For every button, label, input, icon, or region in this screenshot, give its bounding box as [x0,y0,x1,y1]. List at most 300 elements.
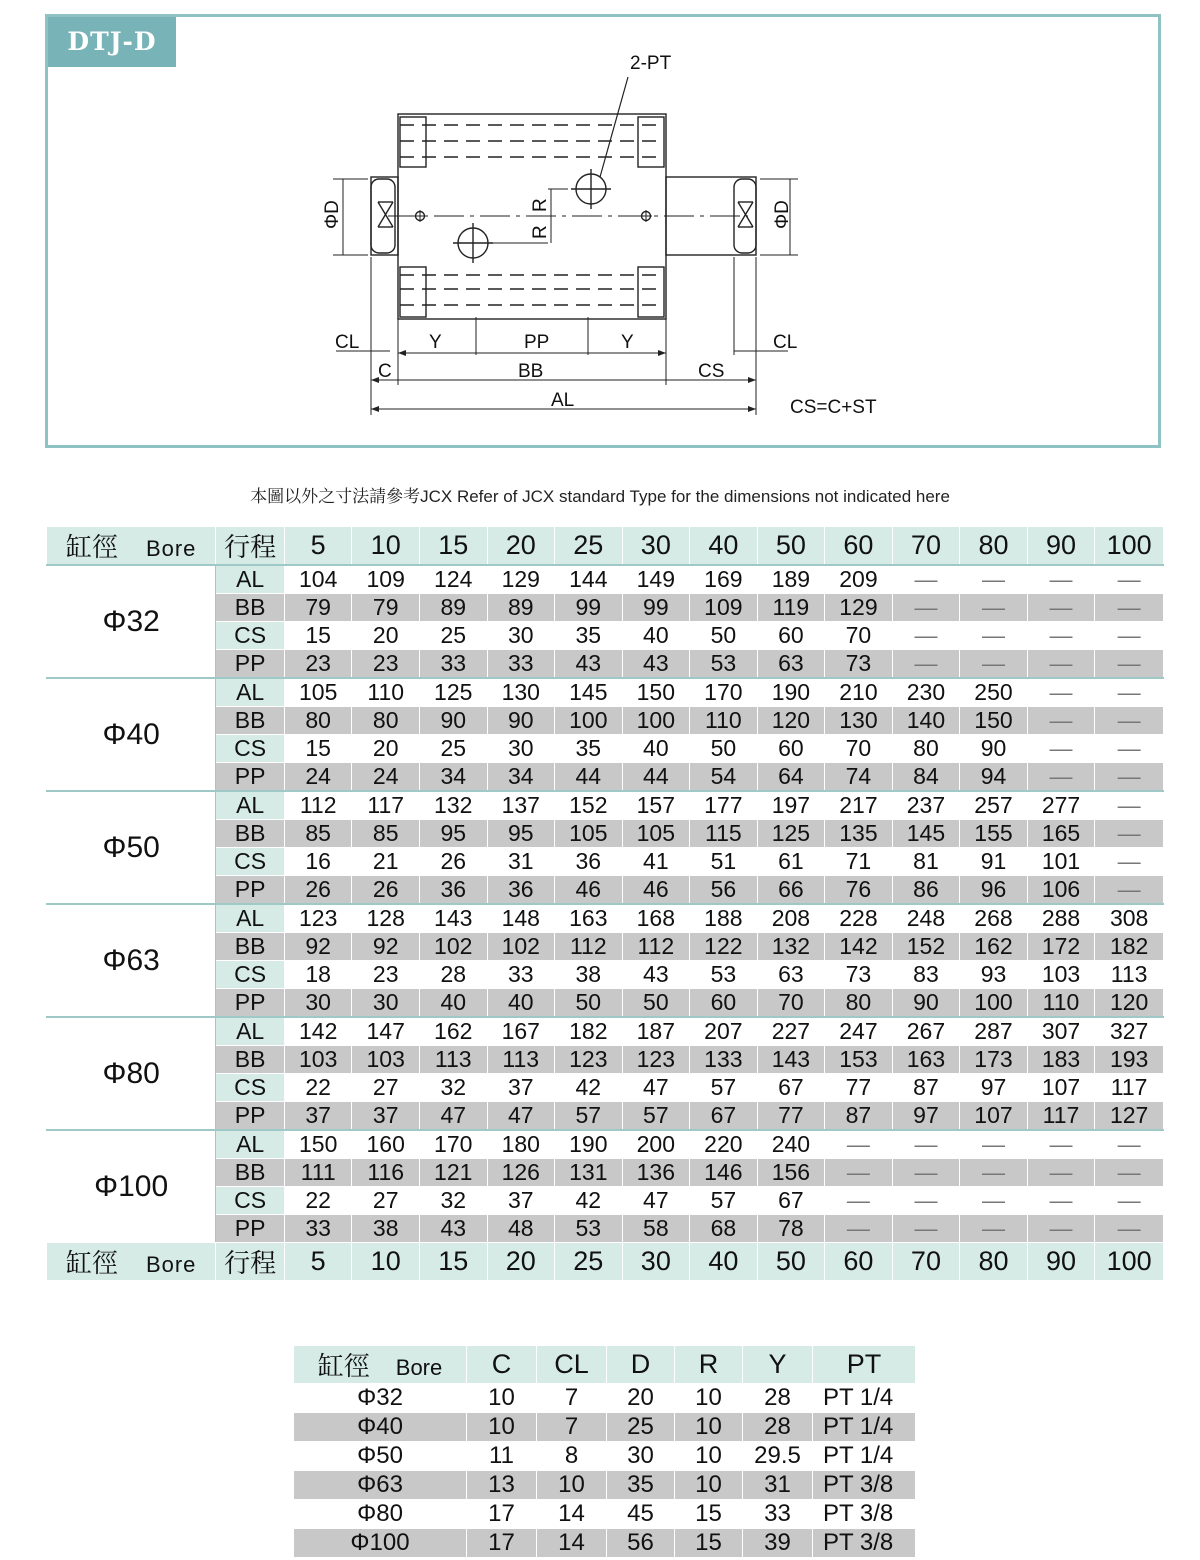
label-2-pt: 2-PT [630,53,672,74]
label-al: AL [551,390,575,411]
value-cell: 116 [352,1159,420,1187]
value-cell: 47 [487,1102,555,1131]
label-cl-right: CL [773,332,798,353]
value-cell: 53 [690,650,758,679]
label-d-right: ΦD [772,200,793,229]
value-cell: 137 [487,791,555,820]
value-cell: — [1095,1187,1164,1215]
value-cell: — [892,1215,960,1243]
value-cell: 148 [487,904,555,933]
label-r-1: R [530,198,551,212]
value-cell: 257 [960,791,1028,820]
value-cell: 136 [622,1159,690,1187]
param-cell: CS [216,1187,285,1215]
value-cell: 237 [892,791,960,820]
stroke-column-header: 100 [1095,1243,1164,1281]
value-cell: 31 [487,848,555,876]
value-cell: 25 [607,1413,675,1442]
value-cell: 122 [690,933,758,961]
label-y-right: Y [621,332,634,353]
value-cell: — [960,622,1028,650]
value-cell: 70 [825,735,893,763]
stroke-column-header: 50 [757,527,825,566]
value-cell: 39 [743,1529,813,1558]
value-cell: — [892,622,960,650]
value-cell: 64 [757,763,825,792]
bore-header-zh: 缸徑 [65,532,118,562]
value-cell: 167 [487,1017,555,1046]
value-cell: 33 [419,650,487,679]
value-cell: 76 [825,876,893,905]
value-cell: — [1095,1159,1164,1187]
value-cell: — [1027,1187,1095,1215]
value-cell: 84 [892,763,960,792]
value-cell: 61 [757,848,825,876]
value-cell: 63 [757,650,825,679]
value-cell: 47 [622,1187,690,1215]
value-cell: 20 [607,1384,675,1413]
value-cell: 60 [690,989,758,1018]
value-cell: 92 [284,933,352,961]
value-cell: 57 [690,1187,758,1215]
value-cell: 109 [352,565,420,594]
stroke-column-header: 40 [690,527,758,566]
value-cell: — [892,594,960,622]
param-cell: PP [216,876,285,905]
value-cell: 153 [825,1046,893,1074]
bore-cell: Φ63 [47,904,216,1017]
value-cell: 146 [690,1159,758,1187]
value-cell: 97 [892,1102,960,1131]
value-cell: 79 [284,594,352,622]
value-cell: 10 [675,1413,743,1442]
value-cell: 10 [537,1471,607,1500]
value-cell: 77 [757,1102,825,1131]
value-cell: 182 [1095,933,1164,961]
value-cell: 128 [352,904,420,933]
stroke-column-header: 15 [419,1243,487,1281]
value-cell: — [1095,791,1164,820]
value-cell: 102 [419,933,487,961]
value-cell: 103 [352,1046,420,1074]
value-cell: PT 1/4 [813,1442,916,1471]
value-cell: 97 [960,1074,1028,1102]
value-cell: — [1095,820,1164,848]
value-cell: 80 [825,989,893,1018]
value-cell: 155 [960,820,1028,848]
value-cell: 207 [690,1017,758,1046]
value-cell: 67 [690,1102,758,1131]
value-cell: 130 [487,678,555,707]
value-cell: 162 [960,933,1028,961]
param-cell: CS [216,735,285,763]
label-formula: CS=C+ST [790,397,877,418]
value-cell: 35 [555,735,623,763]
value-cell: 89 [487,594,555,622]
column-header: PT [813,1346,916,1384]
value-cell: — [960,1187,1028,1215]
value-cell: 37 [487,1074,555,1102]
value-cell: 152 [555,791,623,820]
value-cell: 37 [284,1102,352,1131]
value-cell: 28 [419,961,487,989]
value-cell: 113 [419,1046,487,1074]
value-cell: 123 [284,904,352,933]
value-cell: 190 [757,678,825,707]
value-cell: 40 [419,989,487,1018]
value-cell: 123 [622,1046,690,1074]
value-cell: 13 [467,1471,537,1500]
bore-header-en: Bore [145,1252,197,1277]
value-cell: 46 [555,876,623,905]
label-cs: CS [698,361,725,382]
value-cell: 182 [555,1017,623,1046]
stroke-column-header: 30 [622,527,690,566]
value-cell: — [1027,1130,1095,1159]
value-cell: 125 [757,820,825,848]
stroke-column-header: 60 [825,527,893,566]
bore-dimension-table [293,1345,916,1558]
value-cell: — [1095,735,1164,763]
table-row [47,1130,1164,1159]
value-cell: — [892,1159,960,1187]
value-cell: 99 [622,594,690,622]
value-cell: 23 [352,961,420,989]
value-cell: 91 [960,848,1028,876]
value-cell: 47 [622,1074,690,1102]
value-cell: 228 [825,904,893,933]
value-cell: 100 [555,707,623,735]
value-cell: 50 [690,622,758,650]
value-cell: — [960,565,1028,594]
value-cell: 169 [690,565,758,594]
value-cell: 70 [825,622,893,650]
value-cell: 100 [960,989,1028,1018]
param-cell: BB [216,594,285,622]
value-cell: 103 [284,1046,352,1074]
value-cell: 32 [419,1074,487,1102]
stroke-column-header: 70 [892,527,960,566]
value-cell: 105 [555,820,623,848]
value-cell: 107 [960,1102,1028,1131]
value-cell: 36 [419,876,487,905]
table-footer-row [47,1243,1164,1281]
small-table-header-row [294,1346,916,1384]
value-cell: 106 [1027,876,1095,905]
value-cell: 71 [825,848,893,876]
value-cell: 188 [690,904,758,933]
value-cell: 48 [487,1215,555,1243]
value-cell: 157 [622,791,690,820]
stroke-column-header: 80 [960,527,1028,566]
param-cell: AL [216,904,285,933]
value-cell: 92 [352,933,420,961]
value-cell: — [1027,622,1095,650]
value-cell: 89 [419,594,487,622]
stroke-column-header: 25 [555,527,623,566]
stroke-header: 行程 [216,527,285,566]
value-cell: 103 [1027,961,1095,989]
label-pp: PP [524,332,550,353]
value-cell: 227 [757,1017,825,1046]
value-cell: 28 [743,1384,813,1413]
value-cell: PT 3/8 [813,1529,916,1558]
value-cell: 129 [487,565,555,594]
value-cell: 30 [607,1442,675,1471]
value-cell: — [1095,848,1164,876]
value-cell: 102 [487,933,555,961]
value-cell: 90 [892,989,960,1018]
bore-cell: Φ50 [47,791,216,904]
value-cell: 160 [352,1130,420,1159]
value-cell: 170 [690,678,758,707]
value-cell: 145 [555,678,623,707]
value-cell: 209 [825,565,893,594]
stroke-column-header: 80 [960,1243,1028,1281]
value-cell: 23 [352,650,420,679]
value-cell: 57 [555,1102,623,1131]
value-cell: — [960,1159,1028,1187]
value-cell: 31 [743,1471,813,1500]
value-cell: 85 [352,820,420,848]
value-cell: 32 [419,1187,487,1215]
column-header: CL [537,1346,607,1384]
label-cl-left: CL [335,332,360,353]
value-cell: — [892,1130,960,1159]
value-cell: 177 [690,791,758,820]
table-row [47,791,1164,820]
stroke-column-header: 20 [487,1243,555,1281]
value-cell: 33 [487,961,555,989]
value-cell: 50 [622,989,690,1018]
value-cell: — [1095,650,1164,679]
value-cell: — [825,1159,893,1187]
value-cell: 152 [892,933,960,961]
value-cell: 133 [690,1046,758,1074]
value-cell: 277 [1027,791,1095,820]
stroke-column-header: 100 [1095,527,1164,566]
bore-header [294,1346,467,1384]
port-upper [571,169,611,209]
value-cell: 10 [467,1384,537,1413]
value-cell: 99 [555,594,623,622]
value-cell: 33 [284,1215,352,1243]
value-cell: 248 [892,904,960,933]
value-cell: — [1095,876,1164,905]
value-cell: 100 [622,707,690,735]
note-chinese: 本圖以外之寸法請參考JCX [250,487,453,506]
value-cell: 197 [757,791,825,820]
value-cell: 20 [352,622,420,650]
value-cell: 121 [419,1159,487,1187]
value-cell: 150 [284,1130,352,1159]
value-cell: 119 [757,594,825,622]
value-cell: 113 [487,1046,555,1074]
value-cell: 131 [555,1159,623,1187]
value-cell: 143 [757,1046,825,1074]
value-cell: 29.5 [743,1442,813,1471]
value-cell: — [1027,594,1095,622]
value-cell: 117 [352,791,420,820]
value-cell: — [825,1215,893,1243]
stroke-column-header: 60 [825,1243,893,1281]
value-cell: 163 [892,1046,960,1074]
value-cell: 217 [825,791,893,820]
value-cell: 220 [690,1130,758,1159]
table-row [47,904,1164,933]
value-cell: 25 [419,735,487,763]
value-cell: — [1027,1159,1095,1187]
stroke-column-header: 15 [419,527,487,566]
value-cell: 53 [690,961,758,989]
value-cell: PT 3/8 [813,1500,916,1529]
value-cell: — [1027,707,1095,735]
stroke-header: 行程 [216,1243,285,1281]
param-cell: AL [216,678,285,707]
value-cell: 44 [555,763,623,792]
bore-header-zh: 缸徑 [317,1351,370,1381]
stroke-column-header: 25 [555,1243,623,1281]
value-cell: 42 [555,1187,623,1215]
value-cell: 308 [1095,904,1164,933]
value-cell: 27 [352,1187,420,1215]
value-cell: 189 [757,565,825,594]
value-cell: 67 [757,1187,825,1215]
value-cell: 40 [487,989,555,1018]
stroke-column-header: 70 [892,1243,960,1281]
value-cell: 162 [419,1017,487,1046]
stroke-column-header: 30 [622,1243,690,1281]
value-cell: 163 [555,904,623,933]
bore-cell: Φ32 [47,565,216,678]
value-cell: 287 [960,1017,1028,1046]
table-row [294,1413,916,1442]
value-cell: 10 [467,1413,537,1442]
value-cell: 7 [537,1384,607,1413]
value-cell: 7 [537,1413,607,1442]
bore-cell: Φ40 [294,1413,467,1442]
value-cell: 144 [555,565,623,594]
value-cell: 73 [825,650,893,679]
value-cell: 54 [690,763,758,792]
value-cell: 60 [757,622,825,650]
value-cell: 110 [352,678,420,707]
param-cell: PP [216,650,285,679]
value-cell: 77 [825,1074,893,1102]
value-cell: 43 [419,1215,487,1243]
value-cell: 173 [960,1046,1028,1074]
table-header-row [47,527,1164,566]
value-cell: 28 [743,1413,813,1442]
value-cell: 33 [487,650,555,679]
value-cell: 40 [622,735,690,763]
value-cell: — [892,650,960,679]
value-cell: — [1027,735,1095,763]
column-header: C [467,1346,537,1384]
stroke-column-header: 90 [1027,527,1095,566]
value-cell: 79 [352,594,420,622]
value-cell: 142 [825,933,893,961]
table-row [294,1500,916,1529]
value-cell: — [1095,622,1164,650]
value-cell: 15 [675,1500,743,1529]
value-cell: 110 [1027,989,1095,1018]
value-cell: 83 [892,961,960,989]
value-cell: 18 [284,961,352,989]
right-wrench-flat [738,202,753,227]
value-cell: 140 [892,707,960,735]
value-cell: 190 [555,1130,623,1159]
value-cell: 20 [352,735,420,763]
value-cell: 210 [825,678,893,707]
model-tag: DTJ-D [48,17,176,67]
value-cell: 150 [622,678,690,707]
value-cell: — [892,1187,960,1215]
value-cell: 50 [690,735,758,763]
value-cell: 63 [757,961,825,989]
value-cell: 73 [825,961,893,989]
value-cell: 95 [419,820,487,848]
value-cell: — [892,565,960,594]
value-cell: 170 [419,1130,487,1159]
value-cell: 130 [825,707,893,735]
value-cell: 43 [622,961,690,989]
value-cell: 113 [1095,961,1164,989]
value-cell: 26 [284,876,352,905]
value-cell: 183 [1027,1046,1095,1074]
stroke-column-header: 10 [352,527,420,566]
value-cell: — [1095,678,1164,707]
bore-header [47,1243,216,1281]
value-cell: 90 [960,735,1028,763]
value-cell: 53 [555,1215,623,1243]
param-cell: CS [216,1074,285,1102]
bore-cell: Φ100 [294,1529,467,1558]
bore-cell: Φ80 [294,1500,467,1529]
param-cell: CS [216,961,285,989]
value-cell: 80 [352,707,420,735]
value-cell: 135 [825,820,893,848]
param-cell: PP [216,989,285,1018]
note-english-tail: not indicated here [814,487,950,506]
value-cell: 37 [487,1187,555,1215]
value-cell: 150 [960,707,1028,735]
value-cell: — [960,594,1028,622]
value-cell: 23 [284,650,352,679]
value-cell: — [1027,763,1095,792]
value-cell: 24 [284,763,352,792]
value-cell: 58 [622,1215,690,1243]
value-cell: — [1027,650,1095,679]
value-cell: 10 [675,1442,743,1471]
value-cell: 132 [419,791,487,820]
value-cell: 85 [284,820,352,848]
value-cell: 43 [622,650,690,679]
value-cell: 250 [960,678,1028,707]
param-cell: PP [216,1102,285,1131]
value-cell: 41 [622,848,690,876]
value-cell: 124 [419,565,487,594]
value-cell: 143 [419,904,487,933]
value-cell: 38 [352,1215,420,1243]
value-cell: — [1095,594,1164,622]
bore-cell: Φ50 [294,1442,467,1471]
stroke-column-header: 20 [487,527,555,566]
value-cell: — [960,1130,1028,1159]
value-cell: 11 [467,1442,537,1471]
value-cell: 107 [1027,1074,1095,1102]
value-cell: 230 [892,678,960,707]
